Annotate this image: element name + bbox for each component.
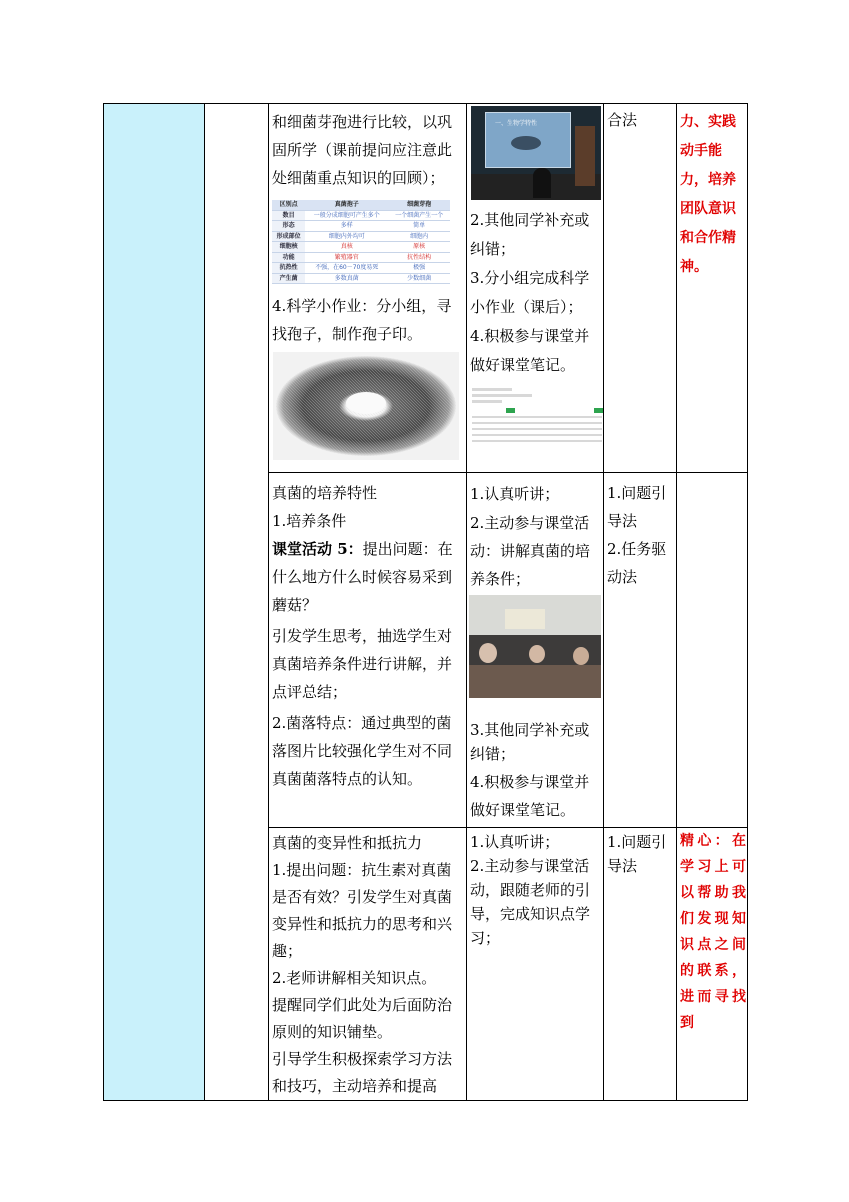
goal-cell xyxy=(677,828,748,1101)
student-activity: 4.积极参与课堂并做好课堂笔记。 xyxy=(470,327,590,374)
compare-cell: 原核 xyxy=(388,242,450,253)
content-cell xyxy=(269,828,467,1101)
spore-print-image xyxy=(273,352,459,460)
student-activity: 2.主动参与课堂活动：讲解真菌的培养条件； xyxy=(470,514,591,588)
method-cell xyxy=(604,104,677,473)
compare-cell: 一个细菌产生一个 xyxy=(388,210,450,221)
compare-cell: 多样 xyxy=(305,221,388,232)
content-text: 引导学生积极探索学习方法和技巧，主动培养和提高 xyxy=(272,1050,453,1095)
content-text: 1.提出问题：抗生素对真菌是否有效？引发学生对真菌变异性和抵抗力的思考和兴趣； xyxy=(272,861,453,960)
activity-label: 课堂活动 5： xyxy=(272,540,363,558)
side-cell xyxy=(104,104,205,1101)
compare-cell: 细胞内外均可 xyxy=(305,231,388,242)
section-title: 真菌的变异性和抵抗力 xyxy=(272,834,423,852)
compare-key: 数目 xyxy=(272,210,305,221)
compare-header: 细菌芽孢 xyxy=(388,200,450,210)
classroom-slide-photo xyxy=(471,106,601,200)
goal-cell xyxy=(677,473,748,828)
teaching-method: 1.问题引导法 xyxy=(607,484,667,530)
student-activity: 4.积极参与课堂并做好课堂笔记。 xyxy=(470,773,590,819)
slide-title: 一、生物学特性 xyxy=(495,120,538,127)
compare-header: 区别点 xyxy=(272,200,305,210)
student-activity: 1.认真听讲； xyxy=(470,833,560,851)
compare-key: 抗热性 xyxy=(272,263,305,274)
compare-cell: 少数细菌 xyxy=(388,273,450,284)
section-title: 真菌的培养特性 xyxy=(272,484,378,502)
compare-cell: 繁殖器官 xyxy=(305,252,388,263)
compare-key: 细胞核 xyxy=(272,242,305,253)
content-cell xyxy=(269,473,467,828)
compare-cell: 真核 xyxy=(305,242,388,253)
student-activity: 2.其他同学补充或纠错； xyxy=(470,211,590,258)
student-cell xyxy=(467,828,604,1101)
content-text: 2.老师讲解相关知识点。 xyxy=(272,969,437,987)
table-row xyxy=(104,104,748,473)
activity-text: 提出问题：在什么地方什么时候容易采到蘑菇？ xyxy=(272,540,453,614)
content-text: 引发学生思考，抽选学生对真菌培养条件进行讲解，并点评总结； xyxy=(272,627,453,701)
compare-cell: 细胞内 xyxy=(388,231,450,242)
content-text: 2.菌落特点：通过典型的菌落图片比较强化学生对不同真菌菌落特点的认知。 xyxy=(272,714,453,788)
student-activity: 1.认真听讲； xyxy=(470,485,560,503)
student-activity: 3.分小组完成科学小作业（课后）； xyxy=(470,269,590,316)
student-activity: 2.主动参与课堂活动，跟随老师的引导，完成知识点学习； xyxy=(470,857,591,947)
compare-cell: 一般分成细胞可产生多个 xyxy=(305,210,388,221)
compare-cell: 抗性结构 xyxy=(388,252,450,263)
homework-screenshot xyxy=(470,386,600,448)
teaching-goal: 力、实践动手能力，培养团队意识和合作精神。 xyxy=(680,114,736,275)
content-text xyxy=(272,535,464,619)
spore-compare-table xyxy=(272,200,450,284)
compare-cell: 不强，在60－70度易死 xyxy=(305,263,388,274)
content-cell xyxy=(269,104,467,473)
content-text: 4.科学小作业：分小组，寻找孢子，制作孢子印。 xyxy=(272,297,452,343)
compare-key: 产生菌 xyxy=(272,273,305,284)
teaching-method: 合法 xyxy=(607,111,638,129)
student-activity: 3.其他同学补充或纠错； xyxy=(470,721,590,763)
compare-header: 真菌孢子 xyxy=(305,200,388,210)
classroom-photo xyxy=(469,595,601,698)
compare-key: 形成部位 xyxy=(272,231,305,242)
compare-key: 功能 xyxy=(272,252,305,263)
compare-cell: 简单 xyxy=(388,221,450,232)
content-text: 和细菌芽孢进行比较，以巩固所学（课前提问应注意此处细菌重点知识的回顾）； xyxy=(272,113,453,187)
blank-cell xyxy=(205,104,269,1101)
method-cell xyxy=(604,828,677,1101)
compare-key: 形态 xyxy=(272,221,305,232)
teaching-method: 2.任务驱动法 xyxy=(607,540,667,586)
student-cell xyxy=(467,473,604,828)
method-cell xyxy=(604,473,677,828)
compare-cell: 多数真菌 xyxy=(305,273,388,284)
student-cell xyxy=(467,104,604,473)
content-text: 提醒同学们此处为后面防治原则的知识铺垫。 xyxy=(272,996,453,1041)
compare-cell: 极强 xyxy=(388,263,450,274)
lesson-plan-table xyxy=(103,103,748,1101)
goal-cell xyxy=(677,104,748,473)
content-text: 1.培养条件 xyxy=(272,512,347,530)
teaching-method: 1.问题引导法 xyxy=(607,833,667,875)
teaching-goal: 精心：在学习上可以帮助我们发现知识点之间的联系，进而寻找到 xyxy=(680,833,746,1031)
